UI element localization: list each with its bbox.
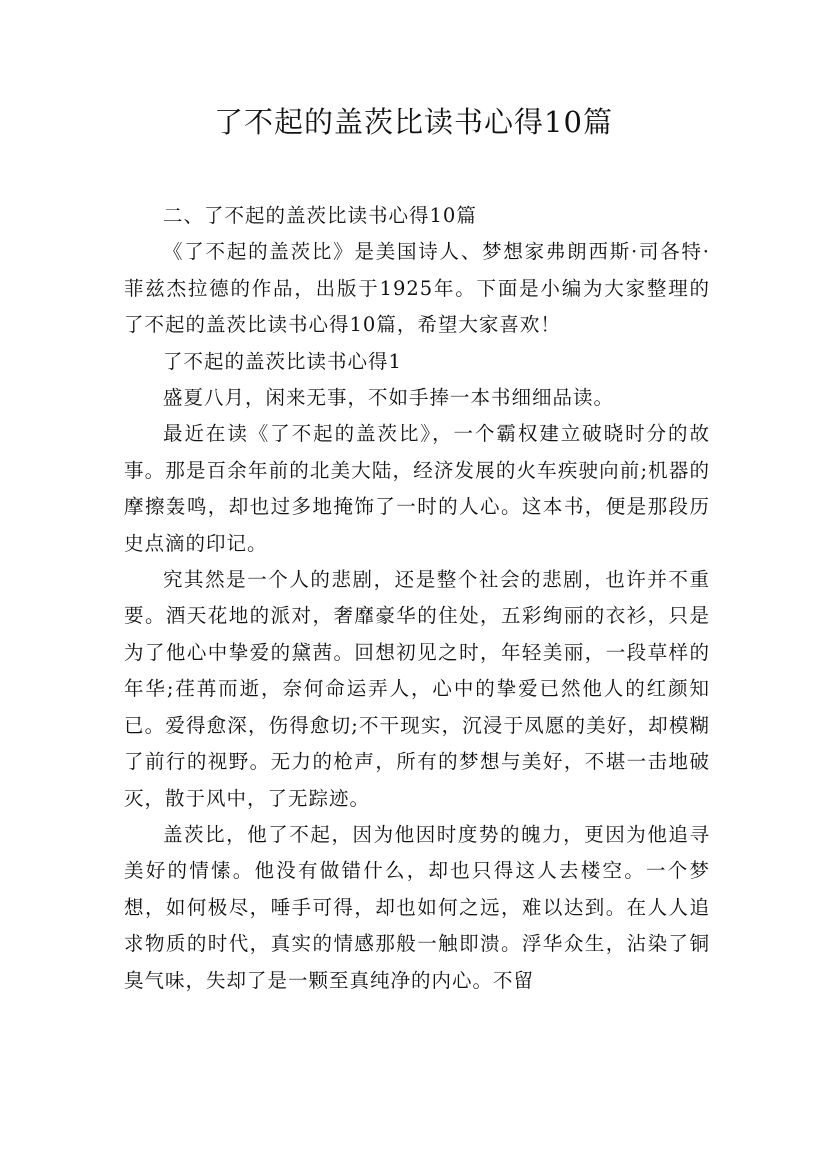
document-body xyxy=(124,198,710,999)
intro-paragraph: 《了不起的盖茨比》是美国诗人、梦想家弗朗西斯·司各特·菲兹杰拉德的作品，出版于1925年。下面是小编为大家整理的了不起的盖茨比读书心得10篇，希望大家喜欢！ xyxy=(124,240,710,337)
body-paragraph: 最近在读《了不起的盖茨比》，一个霸权建立破晓时分的故事。那是百余年前的北美大陆，经济发展的火车疾驶向前;机器的摩擦轰鸣，却也过多地掩饰了一时的人心。这本书，便是那段历史点滴的印记。 xyxy=(124,422,710,555)
document-title: 了不起的盖茨比读书心得10篇 xyxy=(214,105,613,139)
body-paragraph: 盛夏八月，闲来无事，不如手捧一本书细细品读。 xyxy=(163,386,615,410)
section-heading: 二、了不起的盖茨比读书心得10篇 xyxy=(163,204,477,227)
body-paragraph: 究其然是一个人的悲剧，还是整个社会的悲剧，也许并不重要。酒天花地的派对，奢靡豪华的住处，五彩绚丽的衣衫，只是为了他心中挚爱的黛茜。回想初见之时，年轻美丽，一段草样的年华;荏苒而逝，奈何命运弄人，心中的挚爱已然他人的红颜知已。爱得愈深，伤得愈切;不干现实，沉浸于凤愿的美好，却模糊了前行的视野。无力的枪声，所有的梦想与美好，不堪一击地破灭，散于风中，了无踪迹。 xyxy=(124,568,710,810)
body-paragraph: 盖茨比，他了不起，因为他因时度势的魄力，更因为他追寻美好的情愫。他没有做错什么，却也只得这人去楼空。一个梦想，如何极尽，唾手可得，却也如何之远，难以达到。在人人追求物质的时代，真实的情感那般一触即溃。浮华众生，沾染了铜臭气味，失却了是一颗至真纯净的内心。不留 xyxy=(124,822,710,992)
essay-heading: 了不起的盖茨比读书心得1 xyxy=(163,349,402,373)
